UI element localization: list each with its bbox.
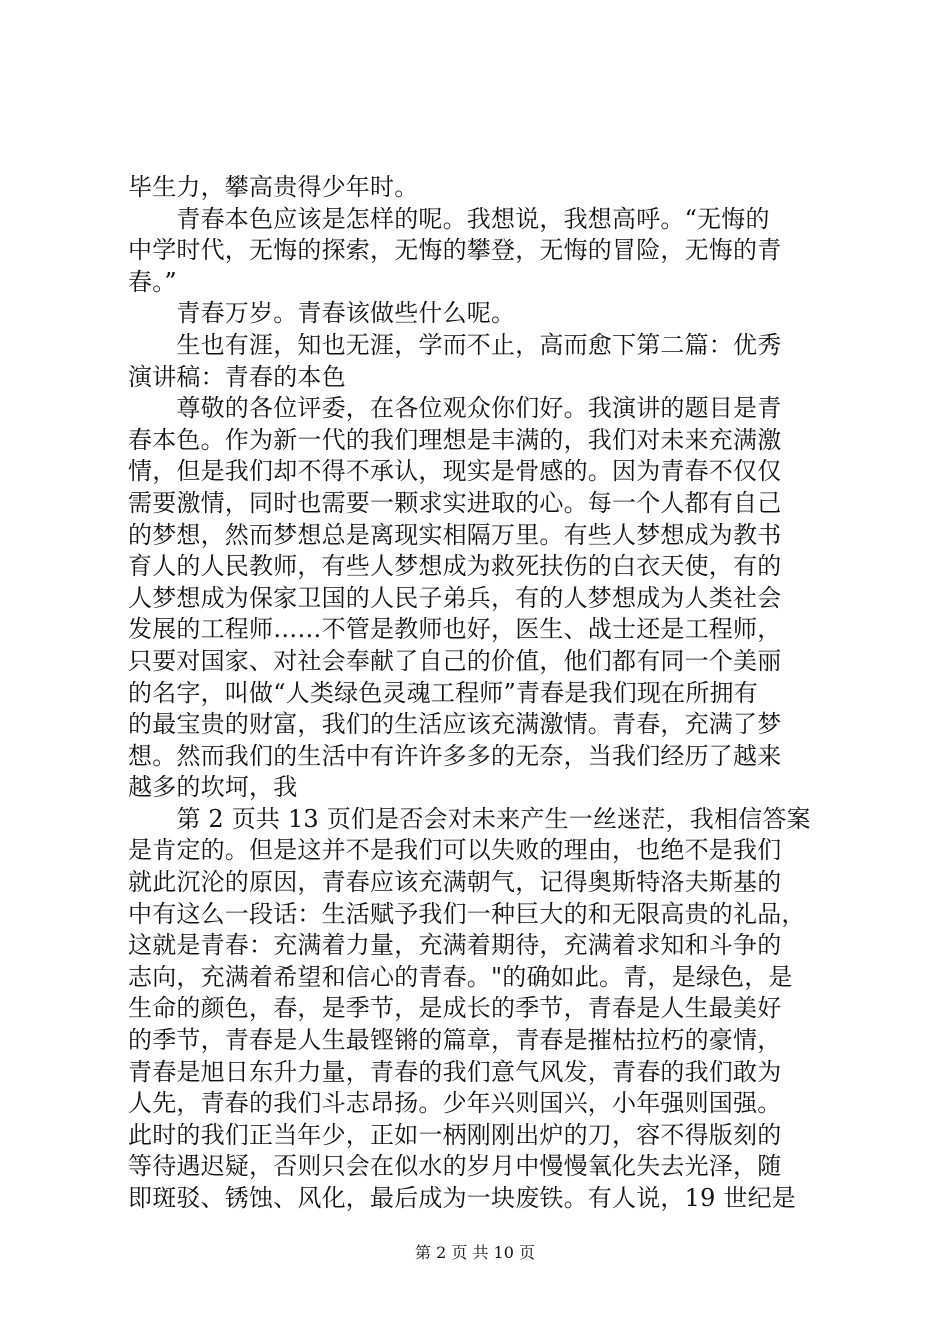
- text-line: 春本色。作为新一代的我们理想是丰满的，我们对未来充满激: [128, 425, 782, 454]
- text-line: 毕生力，攀高贵得少年时。: [128, 173, 419, 201]
- text-line: 即斑驳、锈蚀、风化，最后成为一块废铁。有人说，19 世纪是: [128, 1184, 796, 1212]
- text-line: 中学时代，无悔的探索，无悔的攀登，无悔的冒险，无悔的青: [128, 236, 782, 265]
- text-line: 春。”: [128, 267, 177, 296]
- text-line: 青春本色应该是怎样的呢。我想说，我想高呼。“无悔的: [128, 204, 770, 233]
- text-line: 演讲稿：青春的本色: [128, 362, 346, 391]
- page-footer: 第 2 页 共 10 页: [415, 1243, 535, 1262]
- text-line: 需要激情，同时也需要一颗求实进取的心。每一个人都有自己: [128, 488, 782, 517]
- text-line: 育人的人民教师，有些人梦想成为救死扶伤的白衣天使，有的: [128, 552, 782, 581]
- text-line: 情，但是我们却不得不承认，现实是骨感的。因为青春不仅仅: [128, 457, 782, 486]
- text-line: 人梦想成为保家卫国的人民子弟兵，有的人梦想成为人类社会: [128, 583, 782, 612]
- text-line: 的最宝贵的财富，我们的生活应该充满激情。青春，充满了梦: [128, 710, 782, 739]
- text-line: 的梦想，然而梦想总是离现实相隔万里。有些人梦想成为教书: [128, 520, 782, 549]
- text-line: 的季节，青春是人生最铿锵的篇章，青春是摧枯拉朽的豪情，: [128, 1026, 782, 1055]
- text-line: 等待遇迟疑，否则只会在似水的岁月中慢慢氧化失去光泽，随: [128, 1152, 782, 1181]
- text-line: 就此沉沦的原因，青春应该充满朝气，记得奥斯特洛夫斯基的: [128, 868, 782, 897]
- text-line: 青春是旭日东升力量，青春的我们意气风发，青春的我们敢为: [128, 1057, 782, 1086]
- text-line: 此时的我们正当年少，正如一柄刚刚出炉的刀，容不得版刻的: [128, 1120, 782, 1149]
- text-line: 生也有涯，知也无涯，学而不止，高而愈下第二篇：优秀: [128, 330, 782, 359]
- text-line: 志向，充满着希望和信心的青春。"的确如此。青，是绿色，是: [128, 962, 793, 991]
- text-line: 尊敬的各位评委，在各位观众你们好。我演讲的题目是青: [128, 394, 782, 423]
- text-line: 人先，青春的我们斗志昂扬。少年兴则国兴，小年强则国强。: [128, 1089, 782, 1118]
- text-line: 中有这么一段话：生活赋予我们一种巨大的和无限高贵的礼品，: [128, 899, 806, 928]
- text-line: 想。然而我们的生活中有许许多多的无奈，当我们经历了越来: [128, 741, 782, 770]
- text-line: 青春万岁。青春该做些什么呢。: [128, 299, 516, 328]
- text-line: 生命的颜色，春，是季节，是成长的季节，青春是人生最美好: [128, 994, 782, 1023]
- document-body: [128, 172, 828, 1215]
- text-line: 发展的工程师……不管是教师也好，医生、战士还是工程师，: [128, 615, 782, 644]
- text-line: 的名字，叫做“人类绿色灵魂工程师”青春是我们现在所拥有: [128, 678, 758, 707]
- text-line: 第 2 页共 13 页们是否会对未来产生一丝迷茫，我相信答案: [128, 804, 811, 833]
- text-line: 是肯定的。但是这并不是我们可以失败的理由，也绝不是我们: [128, 836, 782, 865]
- text-line: 这就是青春：充满着力量，充满着期待，充满着求知和斗争的: [128, 931, 782, 960]
- text-line: 只要对国家、对社会奉献了自己的价值，他们都有同一个美丽: [128, 646, 782, 675]
- text-line: 越多的坎坷，我: [128, 773, 298, 802]
